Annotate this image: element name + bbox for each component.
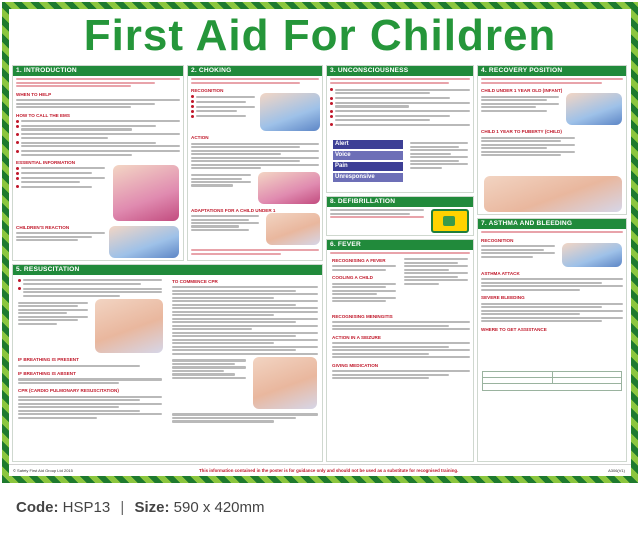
panel-fever [326, 239, 474, 462]
section-header-unconsciousness: 3. UNCONSCIOUSNESS [327, 66, 473, 76]
subhead-when-to-help: WHEN TO HELP [16, 91, 52, 97]
subhead-action-seizure: ACTION IN A SEIZURE [332, 334, 381, 340]
panel-asthma-bleeding [477, 218, 627, 462]
column-4 [477, 65, 627, 462]
avpu-voice: Voice [333, 151, 403, 160]
panel-introduction [12, 65, 184, 261]
section-header-asthma-bleeding: 7. ASTHMA AND BLEEDING [478, 219, 626, 229]
section-header-resuscitation: 5. RESUSCITATION [13, 265, 322, 275]
illustration-child-comfort [109, 226, 179, 258]
subhead-recognising-fever: RECOGNISING A FEVER [332, 258, 386, 263]
aed-icon [431, 209, 469, 233]
avpu-pain: Pain [333, 162, 403, 171]
subhead-choking-recognition: RECOGNITION [191, 88, 224, 94]
code-value: HSP13 [62, 499, 111, 516]
footer-disclaimer: This information contained in the poster is for guidance only and should not be used as a substitute for recognised training. [199, 468, 459, 473]
illustration-infant-back-blows [266, 213, 320, 245]
column-3 [326, 65, 474, 462]
first-aid-poster [2, 2, 638, 483]
avpu-scale [333, 140, 403, 184]
poster-content [9, 9, 631, 476]
assistance-table [482, 371, 622, 391]
section-header-defibrillation: 8. DEFIBRILLATION [327, 197, 473, 207]
poster-title: First Aid For Children [83, 11, 557, 60]
subhead-cpr: CPR (CARDIO PULMONARY RESUSCITATION) [18, 388, 119, 394]
subhead-how-to-call: HOW TO CALL THE EMS [16, 112, 70, 118]
illustration-cpr-compressions [253, 357, 317, 409]
illustration-mother-child [113, 165, 179, 221]
section-header-introduction: 1. INTRODUCTION [13, 66, 183, 76]
subhead-infant: CHILD UNDER 1 YEAR OLD (INFANT) [481, 88, 563, 94]
subhead-recognising-meningitis: RECOGNISING MENINGITIS [332, 314, 393, 319]
subhead-if-breathing-absent: IF BREATHING IS ABSENT [18, 371, 76, 377]
subhead-asthma-recognition: RECOGNITION [481, 237, 514, 243]
size-value: 590 x 420mm [173, 499, 265, 516]
panel-recovery-position [477, 65, 627, 215]
subhead-asthma-attack: ASTHMA ATTACK [481, 270, 520, 276]
subhead-cooling-child: COOLING A CHILD [332, 275, 374, 281]
illustration-inhaler [562, 243, 622, 267]
subhead-where-to-get-assistance: WHERE TO GET ASSISTANCE [481, 326, 547, 332]
product-caption [16, 499, 265, 516]
subhead-to-commence-cpr: TO COMMENCE CPR [172, 279, 218, 284]
column-2 [187, 65, 323, 261]
subhead-choking-action: ACTION [191, 135, 209, 141]
subhead-if-breathing-present: IF BREATHING IS PRESENT [18, 357, 79, 363]
footer-publisher: © Safety First Aid Group Ltd 2015 [13, 468, 73, 473]
subhead-giving-medication: GIVING MEDICATION [332, 362, 379, 368]
subhead-essential-information: ESSENTIAL INFORMATION [16, 160, 76, 165]
panel-unconsciousness [326, 65, 474, 193]
section-header-recovery-position: 4. RECOVERY POSITION [478, 66, 626, 76]
subhead-childrens-reaction: CHILDREN'S REACTION [16, 225, 70, 230]
illustration-back-blows [260, 93, 320, 131]
illustration-check-breathing [95, 299, 163, 353]
illustration-infant-recovery [566, 93, 622, 125]
poster-footer [9, 464, 631, 476]
subhead-child-1-to-puberty: CHILD 1 YEAR TO PUBERTY (CHILD) [481, 129, 562, 135]
illustration-child-recovery-position [484, 176, 622, 212]
panel-defibrillation [326, 196, 474, 236]
panel-choking [187, 65, 323, 261]
caption-separator: | [120, 499, 125, 516]
subhead-severe-bleeding: SEVERE BLEEDING [481, 295, 525, 301]
section-header-fever: 6. FEVER [327, 240, 473, 250]
illustration-abdominal-thrusts [258, 172, 320, 204]
footer-reference: A306(V1) [608, 468, 625, 473]
code-label: Code: [16, 499, 59, 516]
section-header-choking: 2. CHOKING [188, 66, 322, 76]
avpu-unresponsive: Unresponsive [333, 173, 403, 182]
subhead-adaptations-under-1: ADAPTATIONS FOR A CHILD UNDER 1 [191, 207, 276, 213]
size-label: Size: [134, 499, 170, 516]
panel-resuscitation-wide [12, 264, 323, 462]
avpu-alert: Alert [333, 140, 403, 149]
